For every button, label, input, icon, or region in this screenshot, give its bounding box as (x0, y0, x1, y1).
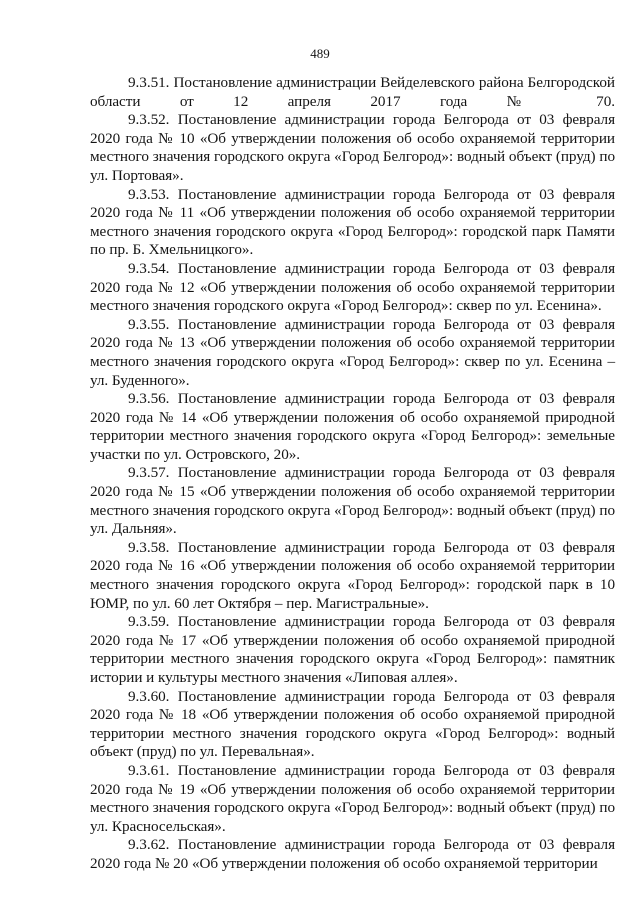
paragraph-9-3-61 (90, 762, 615, 836)
paragraph-number: 9.3.61. (128, 761, 170, 779)
paragraph-text: Постановление администрации города Белгорода от 03 февраля 2020 года № 18 «Об утверждении положения об особо охраняемой природной территории местного значения городского округа «Город Белгород»: водный объект (пруд) по ул. Перевальная». (90, 687, 616, 761)
paragraph-number: 9.3.53. (128, 185, 170, 203)
paragraph-9-3-52 (90, 111, 615, 185)
paragraph-9-3-55 (90, 316, 615, 390)
paragraph-text: Постановление администрации города Белгорода от 03 февраля 2020 года № 12 «Об утверждении положения об особо охраняемой территории местного значения городского округа «Город Белгород»: сквер по ул. Есенина». (90, 259, 616, 315)
paragraph-9-3-59 (90, 613, 615, 687)
paragraph-9-3-51 (90, 74, 615, 111)
paragraph-9-3-53 (90, 186, 615, 260)
paragraph-text: Постановление администрации города Белгорода от 03 февраля 2020 года № 19 «Об утверждении положения об особо охраняемой территории местного значения городского округа «Город Белгород»: водный объект (пруд) по ул. Красносельская». (90, 761, 616, 835)
paragraph-number: 9.3.59. (128, 613, 170, 631)
paragraph-number: 9.3.60. (128, 687, 170, 705)
paragraph-text: Постановление администрации города Белгорода от 03 февраля 2020 года № 16 «Об утверждении положения об особо охраняемой территории местного значения городского округа «Город Белгород»: городской парк в 10 ЮМР, по ул. 60 лет Октября – пер. Магистральные». (90, 538, 616, 612)
paragraph-9-3-62 (90, 836, 615, 873)
paragraph-number: 9.3.56. (128, 390, 170, 408)
paragraph-text: Постановление администрации города Белгорода от 03 февраля 2020 года № 11 «Об утверждении положения об особо охраняемой территории местного значения городского округа «Город Белгород»: городской парк Памяти по пр. Б. Хмельницкого». (90, 185, 616, 259)
paragraph-9-3-60 (90, 688, 615, 762)
document-body (90, 74, 615, 874)
paragraph-text: Постановление администрации города Белгорода от 03 февраля 2020 года № 17 «Об утверждении положения об особо охраняемой природной территории местного значения городского округа «Город Белгород»: памятник истории и культуры местного значения «Липовая аллея». (90, 613, 616, 686)
paragraph-text: Постановление администрации города Белгорода от 03 февраля 2020 года № 10 «Об утверждении положения об особо охраняемой территории местного значения городского округа «Город Белгород»: водный объект (пруд) по ул. Портовая». (90, 111, 616, 184)
paragraph-text: Постановление администрации города Белгорода от 03 февраля 2020 года № 15 «Об утверждении положения об особо охраняемой территории местного значения городского округа «Город Белгород»: водный объект (пруд) по ул. Дальняя». (90, 464, 616, 538)
paragraph-text: Постановление администрации города Белгорода от 03 февраля 2020 года № 20 «Об утверждении положения об особо охраняемой территории (90, 836, 616, 872)
paragraph-9-3-58 (90, 539, 615, 613)
paragraph-9-3-54 (90, 260, 615, 316)
paragraph-9-3-56 (90, 390, 615, 464)
page-number: 489 (310, 46, 330, 61)
paragraph-number: 9.3.62. (128, 836, 170, 854)
paragraph-text: Постановление администрации города Белгорода от 03 февраля 2020 года № 14 «Об утверждении положения об особо охраняемой природной территории местного значения городского округа «Город Белгород»: земельные участки по ул. Островского, 20». (90, 390, 616, 463)
paragraph-number: 9.3.55. (128, 315, 170, 333)
paragraph-number: 9.3.54. (128, 259, 170, 277)
paragraph-9-3-57 (90, 464, 615, 538)
paragraph-number: 9.3.58. (128, 538, 170, 556)
paragraph-number: 9.3.52. (128, 111, 170, 129)
paragraph-number: 9.3.51. (128, 74, 170, 91)
paragraph-number: 9.3.57. (128, 464, 170, 482)
paragraph-text: Постановление администрации Вейделевского района Белгородской области от 12 апреля 2017 года № 70. (90, 74, 615, 110)
paragraph-text: Постановление администрации города Белгорода от 03 февраля 2020 года № 13 «Об утверждении положения об особо охраняемой территории местного значения городского округа «Город Белгород»: сквер по ул. Есенина – ул. Буденного». (90, 315, 616, 389)
